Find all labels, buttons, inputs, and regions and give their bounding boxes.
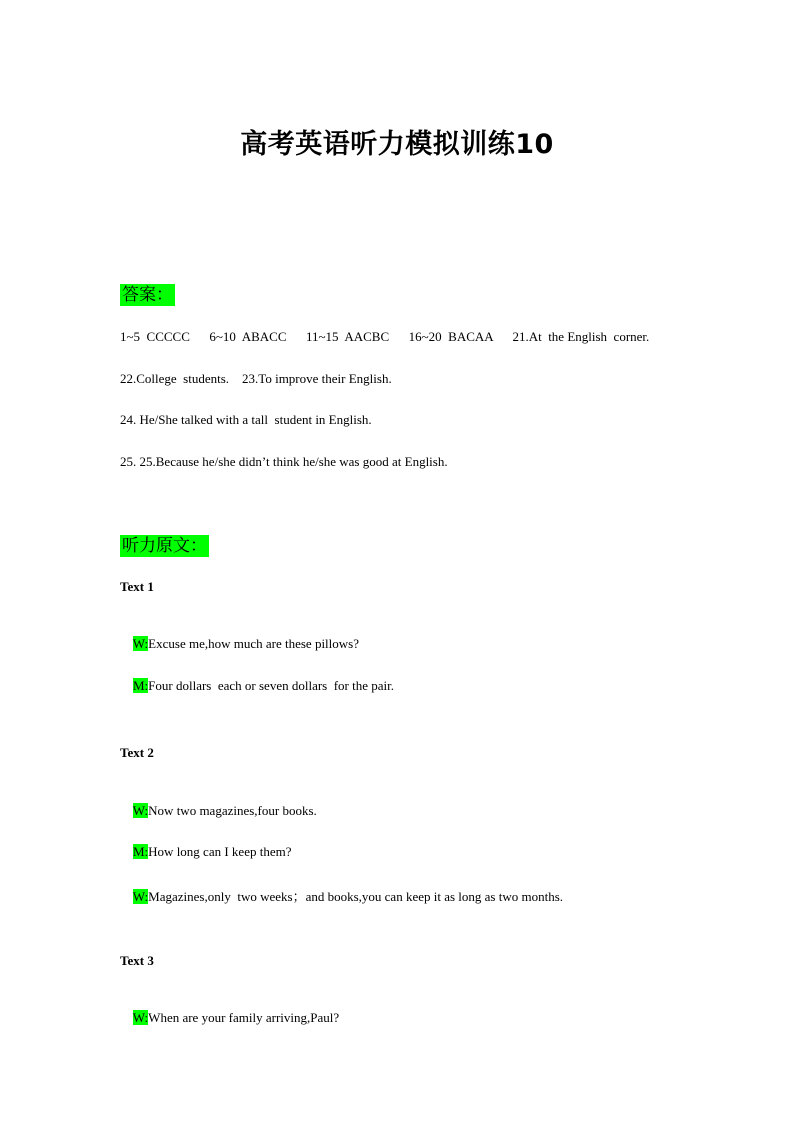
- dialogue-line: [120, 870, 563, 921]
- speaker-tag: M:: [133, 844, 149, 859]
- transcript-heading: 听力原文：: [122, 536, 207, 556]
- answers-line-3: 24. He/She talked with a tall student in English.: [120, 412, 372, 427]
- answers-line-2: 22.College students. 23.To improve their English.: [120, 371, 392, 386]
- speaker-tag: M:: [133, 678, 149, 693]
- answers-line-1: 1~5 CCCCC 6~10 ABACC 11~15 AACBC 16~20 BACAA 21.At the English corner.: [120, 329, 650, 344]
- dialogue-line: [120, 662, 394, 710]
- speaker-tag: W:: [132, 889, 149, 904]
- dialogue-line: [120, 620, 359, 668]
- text-1-label: Text 1: [120, 579, 154, 594]
- speaker-tag: W:: [132, 1010, 149, 1025]
- dialogue-text: Magazines,only two weeks；and books,you can keep it as long as two months.: [148, 889, 564, 904]
- speaker-tag: W:: [132, 636, 149, 651]
- document-title: 高考英语听力模拟训练10: [240, 129, 554, 160]
- dialogue-line: [120, 994, 339, 1042]
- dialogue-text: Now two magazines,four books.: [148, 803, 317, 818]
- text-2-label: Text 2: [120, 745, 154, 760]
- answers-heading: 答案：: [122, 285, 173, 305]
- text-3-label: Text 3: [120, 953, 154, 968]
- answers-line-4: 25. 25.Because he/she didn’t think he/she was good at English.: [120, 454, 448, 469]
- dialogue-text: Excuse me,how much are these pillows?: [148, 636, 359, 651]
- dialogue-text: Four dollars each or seven dollars for the pair.: [148, 678, 395, 693]
- dialogue-text: When are your family arriving,Paul?: [148, 1010, 340, 1025]
- speaker-tag: W:: [132, 803, 149, 818]
- dialogue-line: [120, 828, 291, 876]
- dialogue-text: How long can I keep them?: [148, 844, 292, 859]
